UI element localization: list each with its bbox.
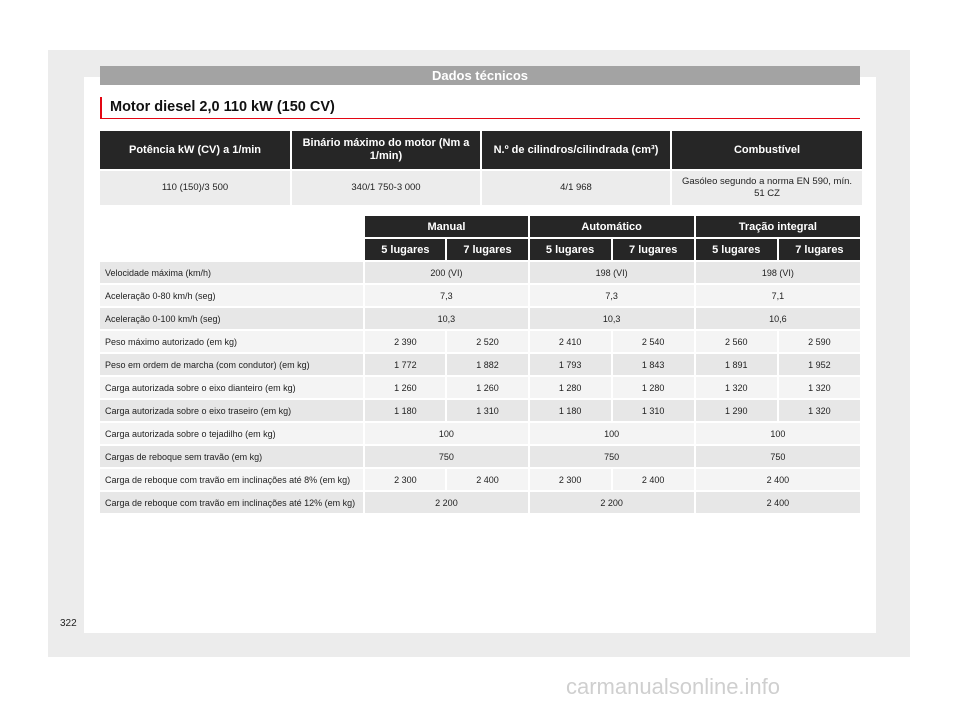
table-row [100, 400, 860, 421]
value-cell: 2 410 [530, 331, 611, 352]
value-cell: 1 772 [365, 354, 445, 375]
value-cell: 2 400 [696, 469, 860, 490]
seats-header: 5 lugares [696, 239, 777, 260]
value-cell: 2 400 [613, 469, 694, 490]
table-row [100, 308, 860, 329]
value-cell: 10,6 [696, 308, 860, 329]
performance-table [98, 214, 862, 515]
value-cell: 1 320 [779, 400, 860, 421]
table-row [100, 492, 860, 513]
table-row [100, 446, 860, 467]
value-cell: 1 260 [365, 377, 445, 398]
section-title: Motor diesel 2,0 110 kW (150 CV) [100, 97, 860, 119]
value-cell: 2 300 [365, 469, 445, 490]
seats-header-row [100, 239, 860, 260]
blank-header [100, 216, 363, 237]
value-cell: 200 (VI) [365, 262, 527, 283]
value-cell: 750 [696, 446, 860, 467]
row-label: Carga autorizada sobre o eixo dianteiro (em kg) [100, 377, 363, 398]
engine-header-cell: Binário máximo do motor (Nm a 1/min) [292, 131, 480, 169]
row-label: Carga de reboque com travão em inclinações até 8% (em kg) [100, 469, 363, 490]
value-cell: 2 400 [447, 469, 527, 490]
value-cell: 10,3 [365, 308, 527, 329]
table-row [100, 423, 860, 444]
value-cell: 1 280 [613, 377, 694, 398]
value-cell: 7,3 [365, 285, 527, 306]
engine-header-cell: N.º de cilindros/cilindrada (cm³) [482, 131, 670, 169]
value-cell: 100 [365, 423, 527, 444]
value-cell: 2 200 [530, 492, 694, 513]
seats-header: 5 lugares [530, 239, 611, 260]
value-cell: 7,1 [696, 285, 860, 306]
value-cell: 750 [365, 446, 527, 467]
chapter-header: Dados técnicos [100, 66, 860, 85]
value-cell: 198 (VI) [696, 262, 860, 283]
value-cell: 1 843 [613, 354, 694, 375]
value-cell: 1 320 [779, 377, 860, 398]
group-header-automatic: Automático [530, 216, 694, 237]
row-label: Aceleração 0-100 km/h (seg) [100, 308, 363, 329]
blank-header [100, 239, 363, 260]
value-cell: 1 793 [530, 354, 611, 375]
engine-cell: 340/1 750-3 000 [292, 171, 480, 205]
watermark: carmanualsonline.info [566, 674, 781, 699]
value-cell: 1 180 [365, 400, 445, 421]
engine-header-cell: Combustível [672, 131, 862, 169]
table-row [100, 469, 860, 490]
page-number: 322 [60, 618, 77, 629]
row-label: Peso máximo autorizado (em kg) [100, 331, 363, 352]
row-label: Carga de reboque com travão em inclinações até 12% (em kg) [100, 492, 363, 513]
seats-header: 5 lugares [365, 239, 445, 260]
group-header-awd: Tração integral [696, 216, 860, 237]
engine-cell: 4/1 968 [482, 171, 670, 205]
table-row [100, 377, 860, 398]
value-cell: 1 891 [696, 354, 777, 375]
row-label: Cargas de reboque sem travão (em kg) [100, 446, 363, 467]
value-cell: 100 [696, 423, 860, 444]
row-label: Aceleração 0-80 km/h (seg) [100, 285, 363, 306]
row-label: Carga autorizada sobre o eixo traseiro (em kg) [100, 400, 363, 421]
value-cell: 1 290 [696, 400, 777, 421]
value-cell: 100 [530, 423, 694, 444]
value-cell: 2 390 [365, 331, 445, 352]
value-cell: 198 (VI) [530, 262, 694, 283]
value-cell: 1 310 [613, 400, 694, 421]
value-cell: 10,3 [530, 308, 694, 329]
table-row [100, 285, 860, 306]
value-cell: 2 540 [613, 331, 694, 352]
engine-data-row [100, 171, 862, 205]
group-header-row [100, 216, 860, 237]
value-cell: 1 260 [447, 377, 527, 398]
group-header-manual: Manual [365, 216, 527, 237]
value-cell: 1 180 [530, 400, 611, 421]
value-cell: 1 310 [447, 400, 527, 421]
value-cell: 1 952 [779, 354, 860, 375]
seats-header: 7 lugares [779, 239, 860, 260]
table-row [100, 331, 860, 352]
engine-cell: Gasóleo segundo a norma EN 590, mín. 51 CZ [672, 171, 862, 205]
row-label: Carga autorizada sobre o tejadilho (em kg) [100, 423, 363, 444]
value-cell: 2 560 [696, 331, 777, 352]
value-cell: 2 400 [696, 492, 860, 513]
table-row [100, 354, 860, 375]
engine-cell: 110 (150)/3 500 [100, 171, 290, 205]
value-cell: 2 520 [447, 331, 527, 352]
seats-header: 7 lugares [613, 239, 694, 260]
value-cell: 1 320 [696, 377, 777, 398]
value-cell: 2 300 [530, 469, 611, 490]
value-cell: 2 200 [365, 492, 527, 513]
value-cell: 1 882 [447, 354, 527, 375]
value-cell: 7,3 [530, 285, 694, 306]
engine-header-row [100, 131, 862, 169]
value-cell: 2 590 [779, 331, 860, 352]
table-row [100, 262, 860, 283]
value-cell: 750 [530, 446, 694, 467]
seats-header: 7 lugares [447, 239, 527, 260]
engine-table [98, 129, 864, 207]
row-label: Peso em ordem de marcha (com condutor) (em kg) [100, 354, 363, 375]
value-cell: 1 280 [530, 377, 611, 398]
row-label: Velocidade máxima (km/h) [100, 262, 363, 283]
engine-header-cell: Potência kW (CV) a 1/min [100, 131, 290, 169]
